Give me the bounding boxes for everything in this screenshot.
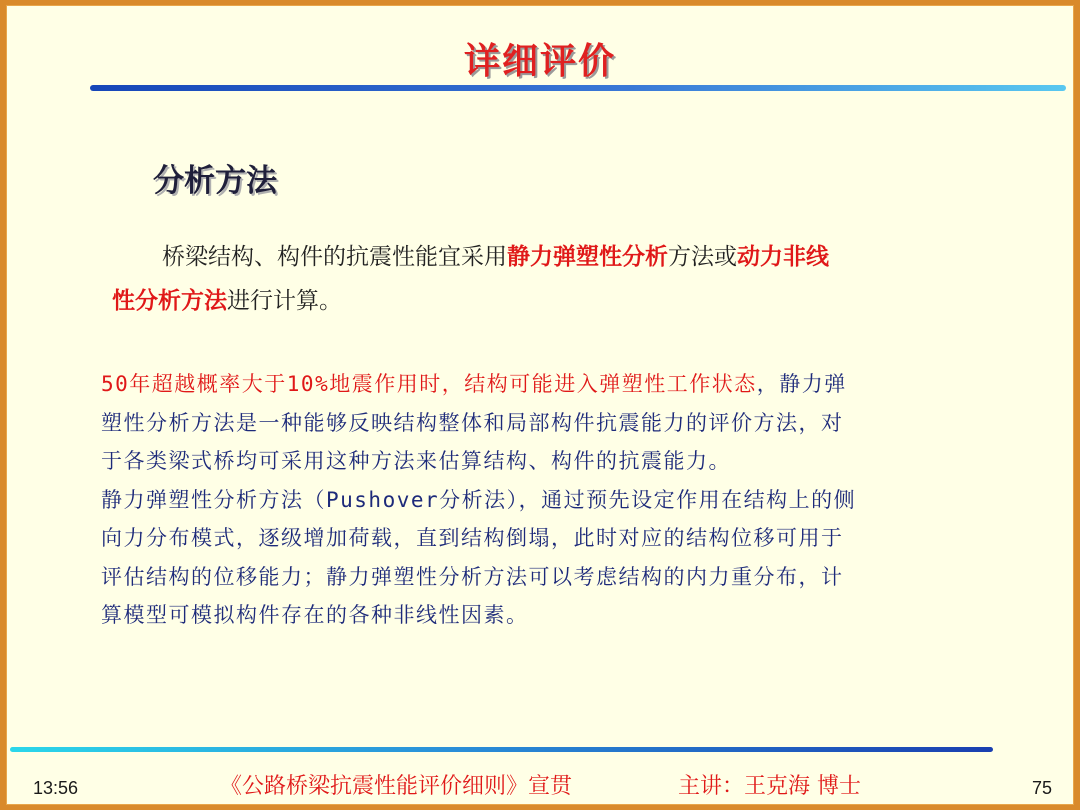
intro-highlight-2: 动力非线 bbox=[737, 244, 829, 270]
section-heading: 分析方法 bbox=[153, 163, 277, 199]
intro-paragraph bbox=[104, 235, 984, 323]
body-line-3: 于各类梁式桥均可采用这种方法来估算结构、构件的抗震能力。 bbox=[101, 449, 731, 473]
body-line-4: 静力弹塑性分析方法（Pushover分析法），通过预先设定作用在结构上的侧 bbox=[101, 487, 857, 512]
footer-rule bbox=[10, 747, 993, 752]
footer-speaker: 主讲：王克海 博士 bbox=[678, 774, 861, 799]
body-red-sentence: 50年超越概率大于10%地震作用时，结构可能进入弹塑性工作状态 bbox=[101, 372, 757, 396]
body-line-2: 塑性分析方法是一种能够反映结构整体和局部构件抗震能力的评价方法，对 bbox=[101, 410, 844, 435]
intro-highlight-1: 静力弹塑性分析 bbox=[507, 244, 668, 270]
body-line-7: 算模型可模拟构件存在的各种非线性因素。 bbox=[101, 603, 529, 627]
footer-course-title: 《公路桥梁抗震性能评价细则》宣贯 bbox=[220, 774, 573, 799]
intro-text-1: 桥梁结构、构件的抗震性能宜采用 bbox=[162, 244, 507, 270]
body-line-1-rest: ，静力弹 bbox=[756, 372, 847, 396]
intro-highlight-3: 性分析方法 bbox=[112, 288, 227, 314]
page-number: 75 bbox=[1032, 778, 1053, 798]
slide bbox=[6, 5, 1074, 805]
intro-text-2: 方法或 bbox=[668, 244, 737, 270]
body-line-6: 评估结构的位移能力；静力弹塑性分析方法可以考虑结构的内力重分布，计 bbox=[101, 564, 844, 589]
slide-title: 详细评价 bbox=[463, 41, 616, 82]
title-underline bbox=[90, 85, 1066, 91]
body-line-1 bbox=[101, 365, 1001, 404]
intro-text-3: 进行计算。 bbox=[227, 288, 342, 314]
body-paragraph bbox=[101, 365, 1001, 635]
footer-time: 13:56 bbox=[33, 778, 79, 798]
body-line-5: 向力分布模式，逐级增加荷载，直到结构倒塌，此时对应的结构位移可用于 bbox=[101, 526, 844, 550]
